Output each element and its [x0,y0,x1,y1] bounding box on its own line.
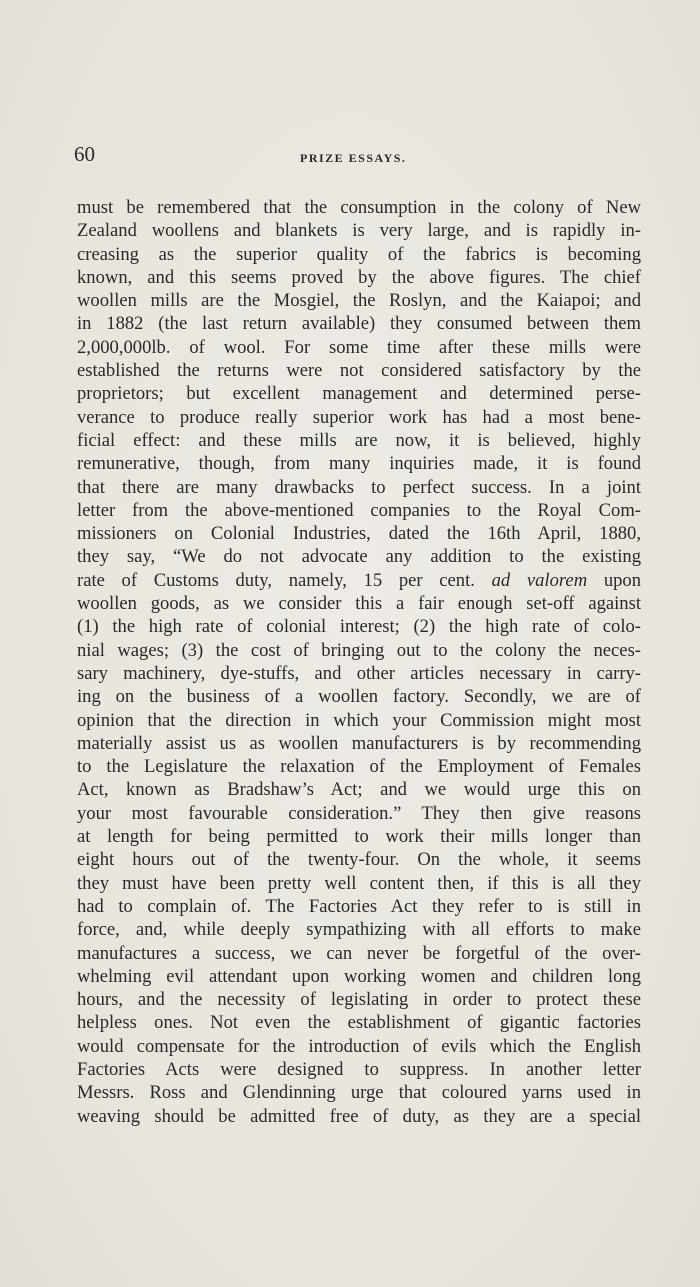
text-line: ing on the business of a woollen factory. Secondly, we are of [77,686,641,708]
text-line: sary machinery, dye-stuffs, and other articles necessary in carry- [77,662,641,684]
text-line: had to complain of. The Factories Act they refer to is still in [77,895,641,917]
text-line: verance to produce really superior work has had a most bene- [77,406,641,428]
text-line: creasing as the superior quality of the fabrics is becoming [77,243,641,265]
text-line: materially assist us as woollen manufacturers is by recommending [77,732,641,754]
text-line: that there are many drawbacks to perfect success. In a joint [77,476,641,498]
text-line: eight hours out of the twenty-four. On the whole, it seems [77,849,641,871]
text-line: helpless ones. Not even the establishment of gigantic factories [77,1012,641,1034]
text-line: 2,000,000lb. of wool. For some time after these mills were [77,336,641,358]
italic-phrase: ad valorem [491,569,588,591]
text-line: established the returns were not considered satisfactory by the [77,360,641,382]
text-line-part: rate of Customs duty, namely, 15 per cent. [77,569,475,591]
text-line: must be remembered that the consumption in the colony of New [77,197,641,218]
text-line: missioners on Colonial Industries, dated the 16th April, 1880, [77,523,641,545]
text-line: weaving should be admitted free of duty, as they are a special [77,1105,641,1127]
text-line: whelming evil attendant upon working women and children long [77,965,641,987]
text-line: would compensate for the introduction of evils which the English [77,1035,641,1057]
text-line: hours, and the necessity of legislating in order to protect these [77,989,641,1011]
text-line: Messrs. Ross and Glendinning urge that coloured yarns used in [77,1082,641,1104]
text-line: in 1882 (the last return available) they consumed between them [77,313,641,335]
text-line: they must have been pretty well content then, if this is all they [77,872,641,894]
text-line: nial wages; (3) the cost of bringing out to the colony the neces- [77,639,641,661]
text-line: they say, “We do not advocate any addition to the existing [77,546,641,568]
text-line: remunerative, though, from many inquiries made, it is found [77,453,641,475]
text-line: to the Legislature the relaxation of the Employment of Females [77,756,641,778]
text-line: manufactures a success, we can never be forgetful of the over- [77,942,641,964]
text-line: force, and, while deeply sympathizing with all efforts to make [77,919,641,941]
text-line: Act, known as Bradshaw’s Act; and we would urge this on [77,779,641,801]
text-line: woollen mills are the Mosgiel, the Roslyn, and the Kaiapoi; and [77,290,641,312]
text-line-mixed [77,569,641,592]
text-line: your most favourable consideration.” They then give reasons [77,802,641,824]
text-line-part: upon [603,569,642,591]
text-line: Zealand woollens and blankets is very large, and is rapidly in- [77,220,641,242]
text-line: known, and this seems proved by the above figures. The chief [77,266,641,288]
text-line: Factories Acts were designed to suppress. In another letter [77,1058,641,1080]
running-head: PRIZE ESSAYS. [300,151,407,165]
text-line: ficial effect: and these mills are now, it is believed, highly [77,429,641,451]
text-line: woollen goods, as we consider this a fair enough set-off against [77,593,641,615]
body-text [77,196,641,1128]
text-line: at length for being permitted to work their mills longer than [77,826,641,848]
text-line: letter from the above-mentioned companies to the Royal Com- [77,499,641,521]
page-number: 60 [74,142,95,166]
text-line: opinion that the direction in which your Commission might most [77,709,641,731]
text-line: proprietors; but excellent management and determined perse- [77,383,641,405]
text-line: (1) the high rate of colonial interest; (2) the high rate of colo- [77,616,641,638]
